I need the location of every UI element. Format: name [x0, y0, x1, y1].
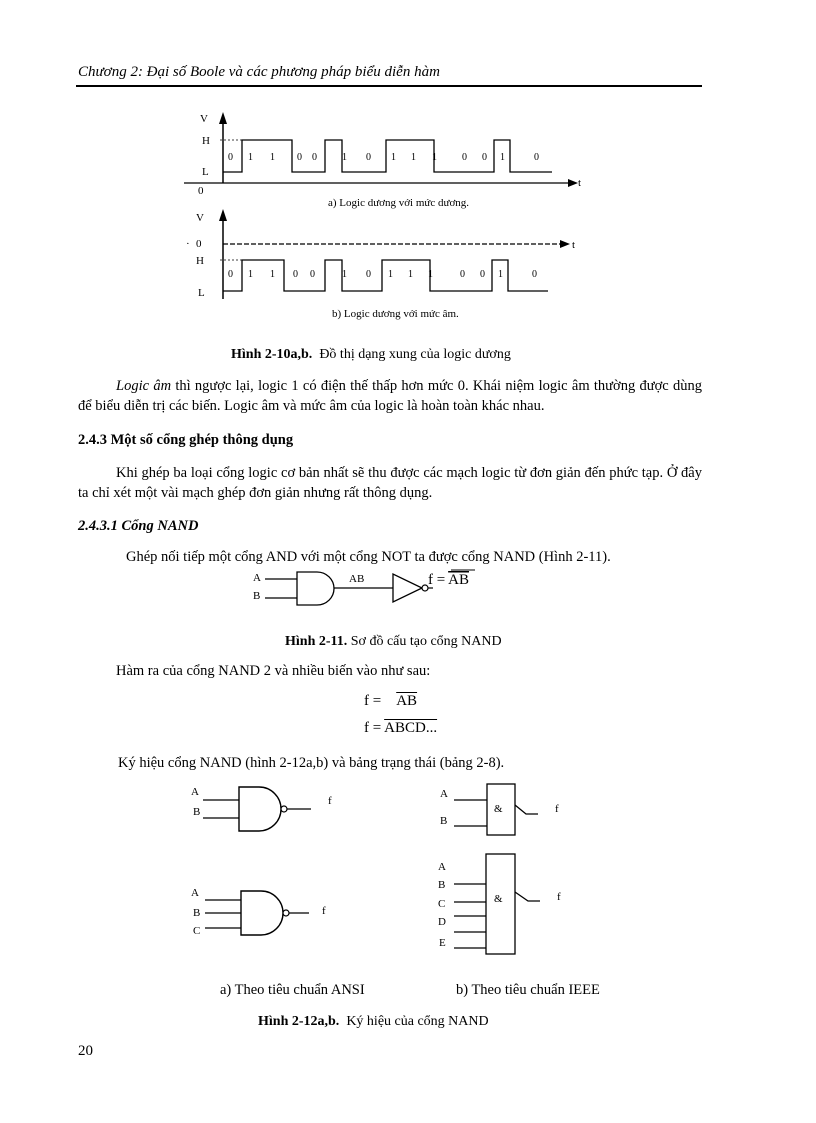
paragraph-ghep-cong: Khi ghép ba loại cổng logic cơ bản nhất sẽ thu được các mạch logic từ đơn giản đến phức tạp. Ở đây ta chỉ xét một vài mạch ghép đơn giản nhưng rất thông dụng.	[78, 465, 702, 501]
figure-2-11-caption-label: Hình 2-11.	[285, 634, 348, 649]
a-level-h-label: H	[202, 135, 210, 147]
formula-2-rhs: ABCD...	[384, 720, 438, 736]
ansi2-gate-body	[239, 787, 281, 831]
bit-label: 0	[228, 152, 233, 163]
bit-label: 1	[408, 269, 413, 280]
bit-label: 1	[500, 152, 505, 163]
bit-label: 1	[391, 152, 396, 163]
formula-nand-2	[364, 693, 417, 710]
svg-text:·: ·	[186, 238, 190, 250]
ieee5-input-b: B	[438, 879, 446, 891]
bit-label: 0	[482, 152, 487, 163]
logic-am-text: thì ngược lại, logic 1 có điện thế thấp hơn mức 0. Khái niệm logic âm thường được dùng để biểu diễn trị các biến. Logic âm và mức âm của logic là hoàn toàn khác nhau.	[78, 378, 703, 414]
ansi3-input-c: C	[193, 925, 201, 937]
a-level-l-label: L	[202, 166, 209, 178]
figure-2-10-caption-label: Hình 2-10a,b.	[231, 347, 313, 362]
figure-2-10a-waveform	[180, 110, 600, 215]
a-axis-t-label: t	[578, 177, 582, 189]
a-origin-label: 0	[198, 185, 204, 197]
fig211-output-expression: f = AB	[428, 572, 469, 588]
ansi3-gate-body	[241, 891, 283, 935]
ieee2-input-b: B	[440, 815, 448, 827]
bit-label: 1	[270, 269, 275, 280]
ansi3-input-b: B	[193, 907, 201, 919]
figure-2-11-caption-text: Sơ đồ cấu tạo cổng NAND	[350, 634, 502, 649]
formula-1-rhs: $\overline{AB}$	[396, 693, 418, 709]
bit-label: 0	[366, 269, 371, 280]
section-heading-2-4-3-1: 2.4.3.1 Cổng NAND	[78, 518, 199, 534]
formula-2-lhs: f =	[364, 720, 385, 736]
bit-label: 0	[534, 152, 539, 163]
ieee5-output-f: f	[557, 891, 561, 903]
bit-label: 1	[411, 152, 416, 163]
figure-2-11-nand-construction	[245, 566, 495, 616]
paragraph-ham-ra: Hàm ra của cổng NAND 2 và nhiều biến vào như sau:	[116, 663, 431, 679]
header-rule	[76, 85, 702, 87]
figure-2-12-caption-text: Ký hiệu của cổng NAND	[346, 1014, 489, 1029]
paragraph-noi-tiep: Ghép nối tiếp một cổng AND với một cổng NOT ta được cổng NAND (Hình 2-11).	[126, 549, 611, 565]
and-gate-shape	[297, 572, 334, 605]
paragraph-logic-am	[78, 376, 702, 416]
formula-1-lhs: f =	[364, 693, 385, 709]
figure-2-11-caption	[285, 634, 502, 650]
ansi3-input-a: A	[191, 887, 199, 899]
b-level-zero-label: 0	[196, 238, 202, 250]
running-header: Chương 2: Đại số Boole và các phương pháp biểu diễn hàm	[78, 64, 440, 80]
fig211-mid-label: AB	[349, 573, 365, 585]
ieee5-input-d: D	[438, 916, 446, 928]
figure-2-10-caption	[231, 347, 511, 363]
ansi2-input-b: B	[193, 806, 201, 818]
ansi3-output-f: f	[322, 905, 326, 917]
bit-label: 0	[312, 152, 317, 163]
ieee5-input-e: E	[439, 937, 446, 949]
figure-2-12-ieee-nand2	[430, 780, 580, 840]
bit-label: 1	[432, 152, 437, 163]
bit-label: 1	[270, 152, 275, 163]
bit-label: 0	[480, 269, 485, 280]
bit-label: 0	[228, 269, 233, 280]
bit-label: 0	[293, 269, 298, 280]
figure-2-12-caption	[258, 1014, 489, 1030]
ieee2-output-f: f	[555, 803, 559, 815]
bit-label: 0	[297, 152, 302, 163]
bit-label: 1	[498, 269, 503, 280]
ieee5-input-c: C	[438, 898, 446, 910]
bit-label: 1	[342, 269, 347, 280]
bit-label: 1	[248, 152, 253, 163]
figure-2-10b-waveform	[180, 207, 600, 322]
bit-label: 1	[248, 269, 253, 280]
bit-label: 0	[460, 269, 465, 280]
figure-2-12-caption-label: Hình 2-12a,b.	[258, 1014, 340, 1029]
fig211-input-b: B	[253, 590, 261, 602]
figure-2-10-caption-text: Đồ thị dạng xung của logic dương	[319, 347, 511, 362]
figure-2-12-ansi-nand2	[185, 780, 345, 840]
logic-am-term: Logic âm	[116, 378, 172, 394]
section-heading-2-4-3: 2.4.3 Một số cổng ghép thông dụng	[78, 432, 294, 448]
bit-label: 1	[428, 269, 433, 280]
a-bit-labels	[228, 152, 539, 163]
figure-2-12-ieee-nand5	[430, 852, 580, 957]
fig211-input-a: A	[253, 572, 261, 584]
ieee5-input-a: A	[438, 861, 446, 873]
not-gate-shape	[393, 574, 422, 602]
b-level-l-label: L	[198, 287, 205, 299]
paragraph-ky-hieu: Ký hiệu cổng NAND (hình 2-12a,b) và bảng trạng thái (bảng 2-8).	[118, 755, 505, 771]
figure-2-12-subcaption-ansi: a) Theo tiêu chuẩn ANSI	[220, 982, 365, 998]
figure-2-12-ansi-nand3	[185, 880, 345, 940]
bit-label: 1	[388, 269, 393, 280]
b-axis-v-label: V	[196, 212, 204, 224]
ansi2-input-a: A	[191, 786, 199, 798]
bit-label: 0	[366, 152, 371, 163]
figure-2-12-subcaption-ieee: b) Theo tiêu chuẩn IEEE	[456, 982, 600, 998]
b-caption: b) Logic dương với mức âm.	[332, 308, 459, 320]
bit-label: 0	[310, 269, 315, 280]
ieee2-input-a: A	[440, 788, 448, 800]
formula-nand-n	[364, 720, 437, 737]
a-caption: a) Logic dương với mức dương.	[328, 197, 470, 209]
page-number: 20	[78, 1043, 93, 1059]
a-axis-v-label: V	[200, 113, 208, 125]
bit-label: 0	[462, 152, 467, 163]
ansi2-output-f: f	[328, 795, 332, 807]
bit-label: 0	[532, 269, 537, 280]
b-level-h-label: H	[196, 255, 204, 267]
bit-label: 1	[342, 152, 347, 163]
ieee2-and-symbol: &	[494, 803, 503, 815]
b-axis-t-label: t	[572, 239, 576, 251]
ieee5-and-symbol: &	[494, 893, 503, 905]
